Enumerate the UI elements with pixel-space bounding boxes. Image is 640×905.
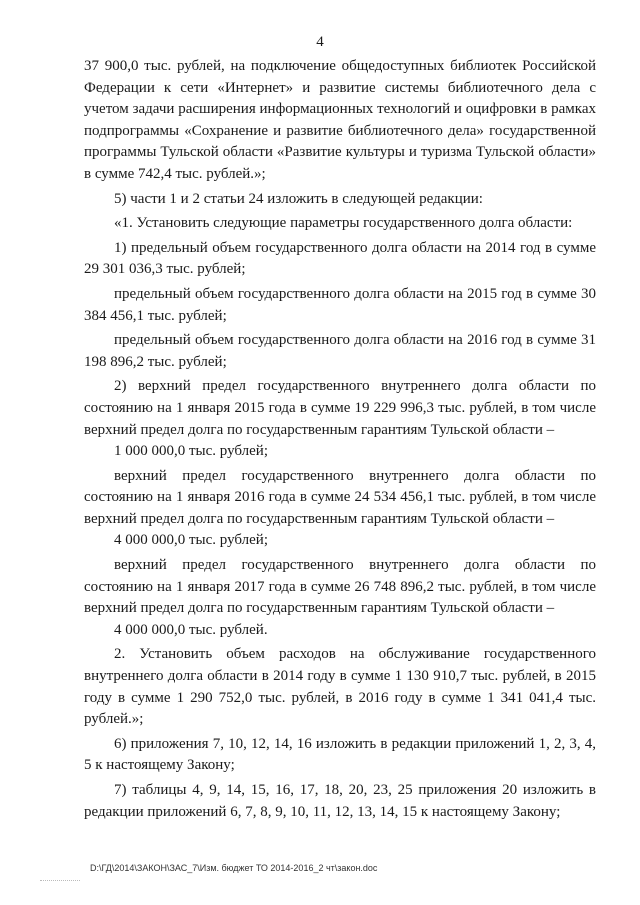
page-number: 4 (316, 34, 324, 50)
paragraph-continuation: 37 900,0 тыс. рублей, на подключение общедоступных библиотек Российской Федерации к сети «Интернет» и развитие системы библиотечного дела с учетом задачи расширения информационных технологий и оцифровки в рамках подпрограммы «Сохранение и развитие библиотечного дела» государственной программы Тульской области «Развитие культуры и туризма Тульской области» в сумме 742,4 тыс. рублей.»; (84, 58, 596, 182)
paragraph-item-5: 5) части 1 и 2 статьи 24 изложить в следующей редакции: (114, 190, 483, 207)
file-path-footer: D:\ГД\2014\ЗАКОН\ЗАС_7\Изм. бюджет ТО 2014-2016_2 чт\закон.doc (90, 863, 378, 873)
paragraph-debt-limit-2015: предельный объем государственного долга области на 2015 год в сумме 30 384 456,1 тыс. рублей; (84, 285, 596, 324)
paragraph-item-6: 6) приложения 7, 10, 12, 14, 16 изложить в редакции приложений 1, 2, 3, 4, 5 к настоящему Закону; (84, 735, 596, 774)
paragraph-guarantee-2017: 4 000 000,0 тыс. рублей. (114, 621, 268, 638)
paragraph-guarantee-2015: 1 000 000,0 тыс. рублей; (114, 443, 268, 460)
document-body (84, 56, 596, 823)
paragraph-item-7: 7) таблицы 4, 9, 14, 15, 16, 17, 18, 20, 23, 25 приложения 20 изложить в редакции приложений 6, 7, 8, 9, 10, 11, 12, 13, 14, 15 к настоящему Закону; (84, 782, 596, 820)
paragraph-debt-limit-2016: предельный объем государственного долга области на 2016 год в сумме 31 198 896,2 тыс. рублей; (84, 332, 596, 370)
paragraph-debt-limit-2014: 1) предельный объем государственного долга области на 2014 год в сумме 29 301 036,3 тыс. рублей; (84, 239, 596, 278)
scan-artifact (40, 880, 80, 882)
paragraph-guarantee-2016: 4 000 000,0 тыс. рублей; (114, 532, 268, 549)
paragraph-part-2-servicing: 2. Установить объем расходов на обслуживание государственного внутреннего долга области в 2014 году в сумме 1 130 910,7 тыс. рублей, в 2015 году в сумме 1 290 752,0 тыс. рублей, в 2016 году в сумме 1 341 041,4 тыс. рублей.»; (84, 646, 596, 728)
paragraph-upper-limit-2016: верхний предел государственного внутреннего долга области по состоянию на 1 января 2016 года в сумме 24 534 456,1 тыс. рублей, в том числе верхний предел долга по государственным гарантиям Тульской области – (84, 467, 596, 527)
paragraph-upper-limit-2015: 2) верхний предел государственного внутреннего долга области по состоянию на 1 января 2015 года в сумме 19 229 996,3 тыс. рублей, в том числе верхний предел долга по государственным гарантиям Тульской области – (84, 378, 596, 438)
paragraph-upper-limit-2017: верхний предел государственного внутреннего долга области по состоянию на 1 января 2017 года в сумме 26 748 896,2 тыс. рублей, в том числе верхний предел долга по государственным гарантиям Тульской области – (84, 557, 596, 617)
paragraph-part-1-intro: «1. Установить следующие параметры государственного долга области: (114, 215, 573, 232)
